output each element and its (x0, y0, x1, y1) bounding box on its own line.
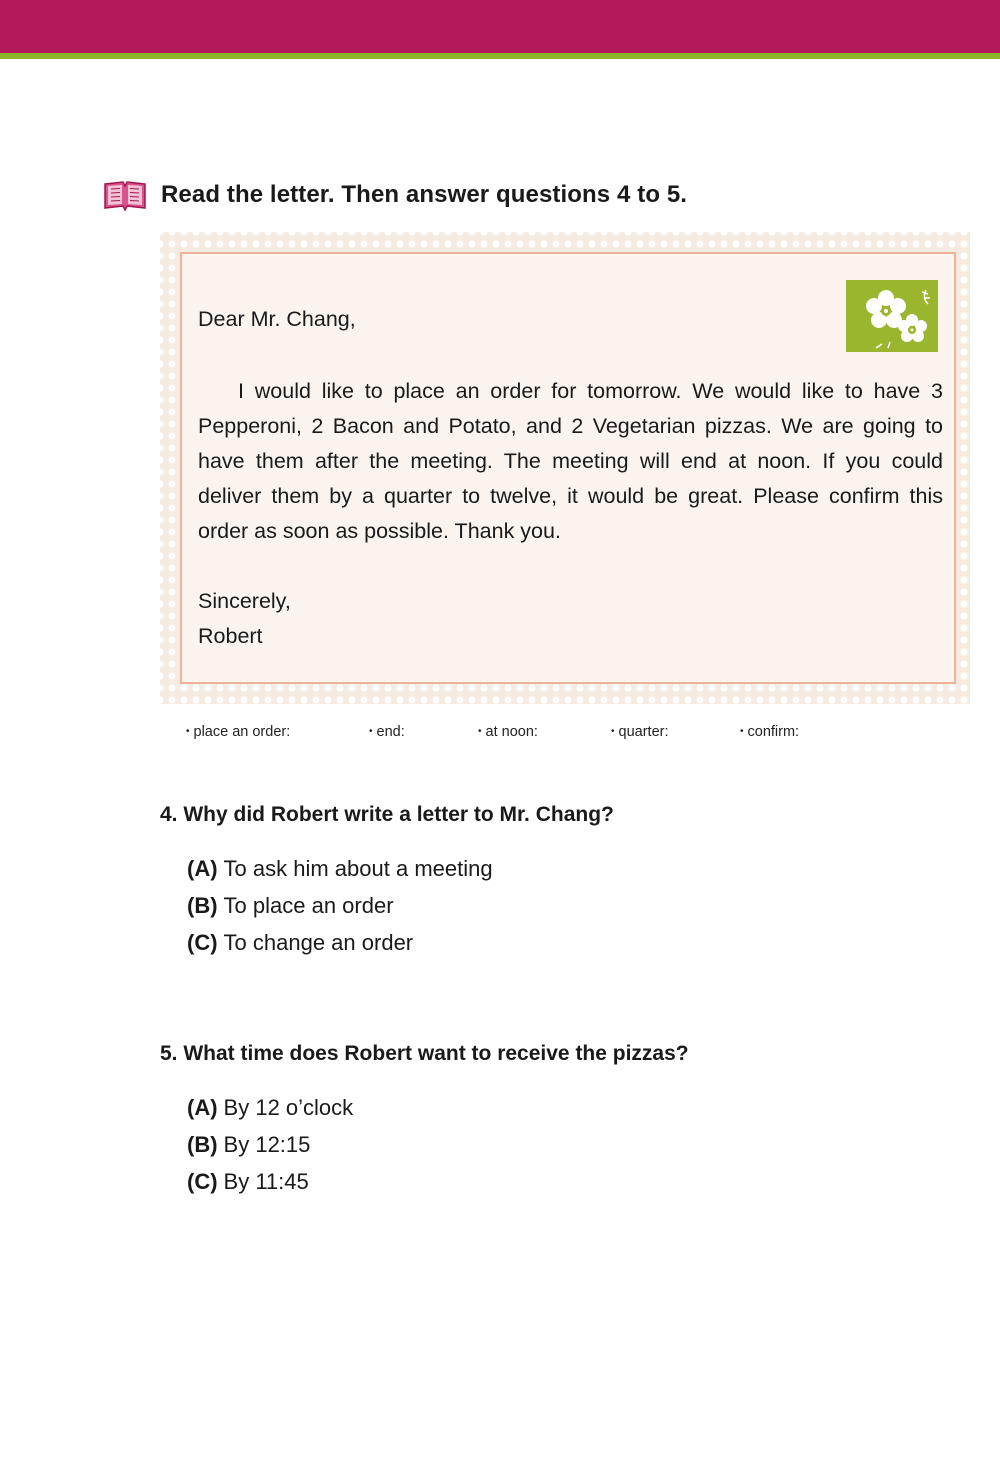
option-5a[interactable]: (A) By 12 o’clock (187, 1095, 354, 1120)
question-4: 4. Why did Robert write a letter to Mr. Chang? (160, 803, 614, 826)
vocab-item: • at noon: (478, 724, 538, 740)
letter-signature: Robert (198, 624, 263, 648)
vocab-item: • place an order: (186, 724, 291, 740)
vocab-item: • confirm: (740, 724, 800, 740)
header-band (0, 0, 1000, 53)
letter-closing: Sincerely, (198, 589, 291, 613)
letter-greeting: Dear Mr. Chang, (198, 307, 356, 331)
vocab-item: • quarter: (611, 724, 669, 740)
letter-body: I would like to place an order for tomorrow. We would like to have 3 Pepperoni, 2 Bacon and Potato, and 2 Vegetarian pizzas. We are going to have them after the meeting. The meeting will end at noon. If you could deliver them by a quarter to twelve, it would be great. Please confirm this order as soon as possible. Thank you. (198, 379, 943, 543)
vocab-item: • end: (369, 724, 405, 740)
flower-icon (846, 280, 938, 352)
option-4a[interactable]: (A) To ask him about a meeting (187, 856, 493, 881)
option-5c[interactable]: (C) By 11:45 (187, 1169, 309, 1194)
book-icon (103, 178, 147, 212)
instruction (103, 178, 687, 212)
instruction-text: Read the letter. Then answer questions 4 to 5. (161, 181, 688, 208)
header-stripe (0, 53, 1000, 59)
option-5b[interactable]: (B) By 12:15 (187, 1132, 311, 1157)
option-4b[interactable]: (B) To place an order (187, 893, 394, 918)
question-5: 5. What time does Robert want to receive the pizzas? (160, 1042, 689, 1065)
option-4c[interactable]: (C) To change an order (187, 930, 414, 955)
